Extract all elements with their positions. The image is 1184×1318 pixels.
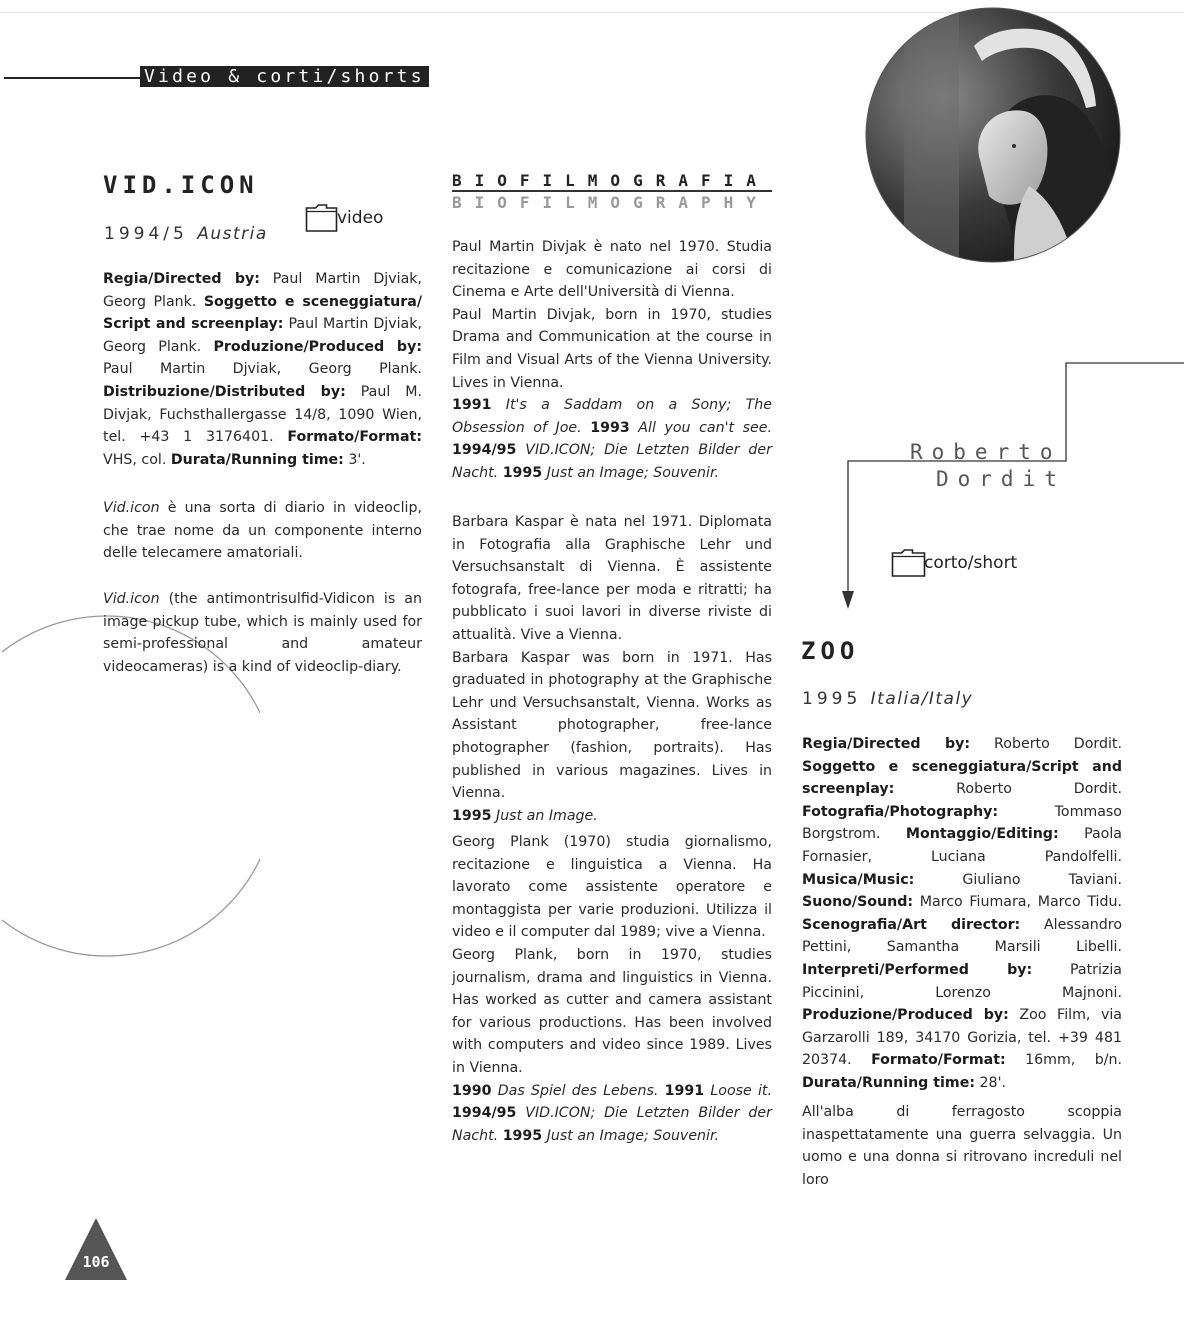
type-tag-short [891, 548, 1017, 578]
film-title: It's a Saddam on a Sony; The Obsession of Joe. [452, 397, 772, 436]
credit-label: Montaggio/Editing: [905, 826, 1059, 843]
credit-value: Paul Martin Djviak, Georg Plank. [103, 361, 422, 378]
credit-label: Soggetto e sceneggiatura/Script and screenplay: [802, 758, 1122, 798]
credit-label: Soggetto e sceneggiatura/ Script and screenplay: [103, 293, 422, 333]
section-label: Video & corti/shorts [140, 66, 429, 87]
credit-value: Roberto Dordit. [894, 781, 1122, 798]
film-title: Just an Image; Souvenir. [542, 1127, 720, 1144]
credit-label: Regia/Directed by: [802, 736, 971, 752]
film-title: VID.ICON; Die Letzten Bilder der Nacht. [452, 1105, 772, 1144]
credit-label: Scenografia/Art director: [802, 916, 1021, 933]
bio-en: Georg Plank, born in 1970, studies journalism, drama and linguistics in Vienna. Has worked as cutter and camera assistant for various productions. Has been involved with computers and video since 1989. Lives in Vienna. [452, 946, 772, 1076]
page-number: 106 [82, 1253, 110, 1271]
description-en [103, 588, 422, 678]
bio-it: Barbara Kaspar è nata nel 1971. Diplomata in Fotografia alla Graphische Lehr und Versuchsanstalt di Vienna. È assistente fotografa, free-lance per moda e ritratti; ha pubblicato i suoi lavori in diverse riviste di attualità. Vive a Vienna. [452, 514, 772, 643]
credit-value: Alessandro Pettini, Samantha Marsili Libelli. [802, 916, 1123, 956]
filmography [452, 1080, 772, 1148]
film-title: Loose it. [704, 1082, 773, 1099]
film-year: 1995 [502, 464, 543, 481]
credit-label: Durata/Running time: [170, 451, 344, 468]
synopsis-zoo: All'alba di ferragosto scoppia inaspettatamente una guerra selvaggia. Un uomo e una donna si ritrovano increduli nel loro [802, 1104, 1122, 1188]
credit-label: Musica/Music: [802, 871, 915, 888]
film-title: Das Spiel des Lebens. [491, 1082, 665, 1099]
credit-label: Produzione/Produced by: [213, 338, 422, 355]
film-year: 1991 [664, 1082, 705, 1099]
type-label: video [337, 208, 384, 228]
folder-icon [305, 203, 339, 233]
desc-it-title: Vid.icon [103, 500, 160, 516]
credit-value: 3'. [343, 451, 366, 468]
desc-it-text: è una sorta di diario in videoclip, che trae nome da un componente interno delle telecamere amatoriali. [103, 500, 422, 562]
film-title-vidicon: VID.ICON [103, 171, 259, 199]
credit-value: Paola Fornasier, Luciana Pandolfelli. [802, 826, 1122, 865]
film-year: 1995 [802, 689, 862, 709]
type-tag-video [305, 203, 383, 233]
film-title: All you can't see. [629, 419, 772, 436]
credit-label: Distribuzione/Distributed by: [103, 383, 346, 400]
film-year: 1995 [502, 1127, 543, 1144]
credit-value: Marco Fiumara, Marco Tidu. [913, 894, 1122, 911]
film-year-country [104, 224, 268, 244]
bio-en: Barbara Kaspar was born in 1971. Has graduated in photography at the Graphische Lehr und Versuchsanstalt, Vienna. Works as Assistant photographer, free-lance photographer (fashion, portraits). Has published in various magazines. Lives in Vienna. [452, 649, 772, 802]
filmography [452, 394, 772, 484]
credit-value: Paul Martin Djviak, Georg Plank. [103, 271, 422, 310]
bio-heading-it: BIOFILMOGRAFIA [452, 171, 769, 190]
film-year: 1993 [590, 419, 630, 436]
desc-en-title: Vid.icon [103, 591, 160, 607]
film-year-country [802, 689, 973, 709]
credits-paragraph [802, 733, 1122, 1095]
director-first-name: Roberto [910, 440, 1062, 464]
section-rule [4, 77, 142, 79]
credit-label: Suono/Sound: [802, 894, 914, 911]
credit-label: Formato/Format: [287, 429, 422, 446]
bio-it: Paul Martin Divjak è nato nel 1970. Studia recitazione e comunicazione ai corsi di Cinema e Arte dell'Università di Vienna. [452, 239, 772, 301]
credits-paragraph [103, 268, 422, 471]
bio-heading-en: BIOFILMOGRAPHY [452, 193, 769, 212]
film-country: Austria [197, 224, 268, 244]
bio-it: Georg Plank (1970) studia giornalismo, recitazione e linguistica a Vienna. Ha lavorato come assistente operatore e montaggista per varie produzioni. Utilizza il video e il computer dal 1989; vive a Vienna. [452, 834, 772, 941]
film-year: 1995 [452, 807, 492, 824]
credit-value: 16mm, b/n. [1005, 1052, 1122, 1069]
page-number-triangle-icon [64, 1216, 128, 1282]
credit-value: Paul M. Divjak, Fuchsthallergasse 14/8, 1090 Wien, tel. +43 1 3176401. [103, 383, 422, 446]
film-title: Just an Image; Souvenir. [542, 464, 720, 481]
film-title: VID.ICON; Die Letzten Bilder der Nacht. [452, 442, 772, 481]
film-year: 1994/5 [104, 224, 188, 244]
film-title: Just an Image. [491, 807, 598, 824]
type-label: corto/short [924, 553, 1018, 573]
credit-value: 28'. [975, 1074, 1006, 1091]
credit-value: VHS, col. [103, 451, 171, 468]
film-year: 1994/95 [452, 1105, 517, 1122]
credit-label: Formato/Format: [871, 1052, 1006, 1069]
desc-en-text: (the antimontrisulfid-Vidicon is an image pickup tube, which is mainly used for semi-professional and amateur videocameras) is a kind of videoclip-diary. [103, 591, 422, 675]
credit-label: Produzione/Produced by: [802, 1007, 1009, 1024]
credit-value: Giuliano Taviani. [914, 871, 1122, 888]
credit-value: Roberto Dordit. [970, 736, 1122, 752]
bio-en: Paul Martin Divjak, born in 1970, studies Drama and Communication at the course in Film and Visual Arts of the Vienna University. Lives in Vienna. [452, 306, 772, 391]
film-year: 1990 [452, 1082, 492, 1099]
credit-value: Patrizia Piccinini, Lorenzo Majnoni. [802, 961, 1122, 1001]
film-title-zoo: ZOO [801, 637, 860, 665]
filmography [452, 805, 772, 828]
credit-label: Regia/Directed by: [103, 271, 260, 287]
film-country: Italia/Italy [870, 689, 974, 709]
bio-heading-rule [452, 190, 772, 192]
bio-barbara [452, 511, 772, 827]
folder-icon [891, 548, 927, 578]
bio-paul [452, 236, 772, 485]
credit-value: Paul Martin Djviak, Georg Plank. [103, 316, 422, 355]
bio-georg [452, 831, 772, 1147]
credit-label: Fotografia/Photography: [802, 803, 999, 820]
film-year: 1991 [452, 397, 492, 414]
film-year: 1994/95 [452, 442, 517, 459]
description-it [103, 497, 422, 565]
credits-vidicon [103, 268, 422, 471]
director-last-name: Dordit [936, 467, 1066, 491]
credit-label: Interpreti/Performed by: [802, 961, 1033, 978]
credit-value: Tommaso Borgstrom. [802, 803, 1122, 843]
credit-label: Durata/Running time: [802, 1074, 975, 1091]
credits-zoo [802, 733, 1122, 1095]
credit-value: Zoo Film, via Garzarolli 189, 34170 Gorizia, tel. +39 481 20374. [802, 1007, 1123, 1069]
director-photo [864, 6, 1122, 264]
